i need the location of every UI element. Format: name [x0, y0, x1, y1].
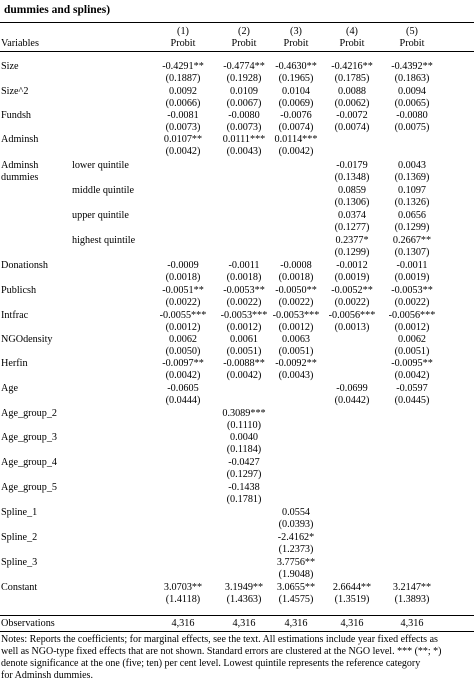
table-notes [1, 634, 473, 682]
column-number: (2) [238, 26, 250, 37]
coefficient-cell: -0.0097** [162, 358, 204, 369]
column-method: Probit [283, 38, 309, 49]
coefficient-cell: -0.0080 [228, 110, 260, 121]
column-number: (4) [346, 26, 358, 37]
std-error-cell: (0.0018) [278, 272, 314, 283]
std-error-cell: (1.2373) [278, 544, 314, 555]
coefficient-cell: -0.4216** [331, 61, 373, 72]
std-error-cell: (0.0051) [278, 346, 314, 357]
std-error-cell: (0.0065) [394, 98, 430, 109]
coefficient-cell: 3.0655** [276, 582, 316, 593]
coefficient-cell: 0.1097 [397, 185, 426, 196]
std-error-cell: (0.1369) [394, 172, 430, 183]
variable-name: Fundsh [1, 110, 32, 121]
std-error-cell: (0.0019) [394, 272, 430, 283]
coefficient-cell: -0.0605 [167, 383, 199, 394]
std-error-cell: (0.0022) [165, 297, 201, 308]
std-error-cell: (0.0022) [394, 297, 430, 308]
quintile-label: middle quintile [72, 185, 134, 196]
coefficient-cell: 0.0061 [229, 334, 258, 345]
std-error-cell: (0.1965) [278, 73, 314, 84]
coefficient-cell: -0.0053** [391, 285, 433, 296]
coefficient-cell: 0.2667** [392, 235, 432, 246]
std-error-cell: (0.1299) [334, 247, 370, 258]
coefficient-cell: -0.0092** [275, 358, 317, 369]
std-error-cell: (1.3893) [394, 594, 430, 605]
std-error-cell: (0.0043) [226, 146, 262, 157]
std-error-cell: (0.0042) [165, 146, 201, 157]
coefficient-cell: 0.0092 [168, 86, 197, 97]
std-error-cell: (0.0393) [278, 519, 314, 530]
coefficient-cell: -0.0050** [275, 285, 317, 296]
std-error-cell: (0.0042) [278, 146, 314, 157]
variable-name: Spline_2 [1, 532, 38, 543]
std-error-cell: (0.0012) [226, 322, 262, 333]
coefficient-cell: -0.0088** [223, 358, 265, 369]
coefficient-cell: 2.6644** [332, 582, 372, 593]
std-error-cell: (0.0018) [165, 272, 201, 283]
coefficient-cell: 0.0094 [397, 86, 426, 97]
coefficient-cell: 3.7756** [276, 557, 316, 568]
std-error-cell: (1.4363) [226, 594, 262, 605]
column-method: Probit [339, 38, 365, 49]
coefficient-cell: -0.4392** [391, 61, 433, 72]
coefficient-cell: -0.4774** [223, 61, 265, 72]
variable-name: Age_group_2 [1, 408, 58, 419]
coefficient-cell: -0.4291** [162, 61, 204, 72]
coefficient-cell: -0.0012 [336, 260, 368, 271]
table-title: dummies and splines) [4, 4, 111, 16]
note-line: Notes: Reports the coefficients; for marginal effects, see the text. All estimations include year fixed effects as [1, 634, 438, 645]
observations-cell: 4,316 [284, 618, 308, 629]
coefficient-cell: -0.0009 [167, 260, 199, 271]
std-error-cell: (0.1299) [394, 222, 430, 233]
coefficient-cell: -0.0095** [391, 358, 433, 369]
variable-name: Publicsh [1, 285, 37, 296]
coefficient-cell: 0.0114*** [274, 134, 318, 145]
coefficient-cell: -0.0053** [223, 285, 265, 296]
observations-label: Observations [1, 618, 55, 629]
header-rule [0, 51, 474, 52]
variable-name: Spline_3 [1, 557, 38, 568]
std-error-cell: (0.1326) [394, 197, 430, 208]
quintile-label: lower quintile [72, 160, 129, 171]
coefficient-cell: 0.0107** [163, 134, 203, 145]
std-error-cell: (0.0051) [226, 346, 262, 357]
std-error-cell: (0.0042) [165, 370, 201, 381]
coefficient-cell: 0.0109 [229, 86, 258, 97]
std-error-cell: (0.1307) [394, 247, 430, 258]
variable-name: Donationsh [1, 260, 48, 271]
std-error-cell: (1.9048) [278, 569, 314, 580]
std-error-cell: (0.1863) [394, 73, 430, 84]
std-error-cell: (0.0067) [226, 98, 262, 109]
coefficient-cell: 0.0374 [337, 210, 366, 221]
std-error-cell: (0.1184) [226, 444, 262, 455]
std-error-cell: (0.0012) [165, 322, 201, 333]
note-line: well as NGO-type fixed effects that are not shown. Standard errors are clustered at the NGO level. *** (**; *) [1, 646, 442, 657]
variable-name: Adminsh [1, 134, 39, 145]
column-number: (1) [177, 26, 189, 37]
std-error-cell: (0.1348) [334, 172, 370, 183]
std-error-cell: (0.0051) [394, 346, 430, 357]
std-error-cell: (0.0018) [226, 272, 262, 283]
std-error-cell: (0.0074) [278, 122, 314, 133]
std-error-cell: (1.3519) [334, 594, 370, 605]
coefficient-cell: 0.2377* [335, 235, 369, 246]
observations-cell: 4,316 [232, 618, 256, 629]
coefficient-cell: -0.0055*** [159, 310, 207, 321]
std-error-cell: (0.1110) [226, 420, 262, 431]
variable-name: NGOdensity [1, 334, 53, 345]
variable-name: Age_group_3 [1, 432, 58, 443]
std-error-cell: (0.1887) [165, 73, 201, 84]
std-error-cell: (0.0073) [226, 122, 262, 133]
coefficient-cell: -0.0011 [228, 260, 260, 271]
std-error-cell: (0.0445) [394, 395, 430, 406]
variable-name: Constant [1, 582, 38, 593]
variable-name: Size [1, 61, 19, 72]
variable-name: Age [1, 383, 18, 394]
column-number: (5) [406, 26, 418, 37]
coefficient-cell: -0.0056*** [388, 310, 436, 321]
coefficient-cell: -0.0053*** [220, 310, 268, 321]
std-error-cell: (0.0019) [334, 272, 370, 283]
std-error-cell: (0.0042) [394, 370, 430, 381]
std-error-cell: (0.0042) [226, 370, 262, 381]
variable-name: Herfin [1, 358, 28, 369]
coefficient-cell: -0.0597 [396, 383, 428, 394]
variable-name: Size^2 [1, 86, 29, 97]
coefficient-cell: 0.0040 [229, 432, 258, 443]
coefficient-cell: 0.0656 [397, 210, 426, 221]
std-error-cell: (0.0442) [334, 395, 370, 406]
column-method: Probit [231, 38, 257, 49]
coefficient-cell: -0.0053*** [272, 310, 320, 321]
std-error-cell: (0.1785) [334, 73, 370, 84]
std-error-cell: (1.4118) [165, 594, 201, 605]
std-error-cell: (0.0075) [394, 122, 430, 133]
variables-header: Variables [1, 38, 39, 49]
std-error-cell: (0.0012) [394, 322, 430, 333]
coefficient-cell: -0.0081 [167, 110, 199, 121]
std-error-cell: (0.0069) [278, 98, 314, 109]
coefficient-cell: -0.0427 [228, 457, 260, 468]
quintile-label: upper quintile [72, 210, 129, 221]
coefficient-cell: 0.0043 [397, 160, 426, 171]
coefficient-cell: 0.0088 [337, 86, 366, 97]
coefficient-cell: -0.0052** [331, 285, 373, 296]
top-rule [0, 22, 474, 23]
coefficient-cell: -0.0011 [396, 260, 428, 271]
std-error-cell: (1.4575) [278, 594, 314, 605]
std-error-cell: (0.0062) [334, 98, 370, 109]
coefficient-cell: -0.0072 [336, 110, 368, 121]
std-error-cell: (0.0444) [165, 395, 201, 406]
std-error-cell: (0.0073) [165, 122, 201, 133]
coefficient-cell: -0.1438 [228, 482, 260, 493]
std-error-cell: (0.0022) [278, 297, 314, 308]
observations-cell: 4,316 [400, 618, 424, 629]
bottom-rule [0, 631, 474, 632]
quintile-label: highest quintile [72, 235, 136, 246]
coefficient-cell: -2.4162* [277, 532, 315, 543]
variable-name: Spline_1 [1, 507, 38, 518]
variable-name: Age_group_5 [1, 482, 58, 493]
coefficient-cell: -0.0179 [336, 160, 368, 171]
coefficient-cell: -0.0080 [396, 110, 428, 121]
coefficient-cell: -0.0056*** [328, 310, 376, 321]
coefficient-cell: -0.0051** [162, 285, 204, 296]
coefficient-cell: -0.4630** [275, 61, 317, 72]
column-method: Probit [399, 38, 425, 49]
std-error-cell: (0.1277) [334, 222, 370, 233]
std-error-cell: (0.0013) [334, 322, 370, 333]
column-number: (3) [290, 26, 302, 37]
note-line: denote significance at the one (five; ten) per cent level. Lowest quintile represents the reference category [1, 658, 421, 669]
coefficient-cell: 0.0062 [168, 334, 197, 345]
observations-cell: 4,316 [340, 618, 364, 629]
std-error-cell: (0.0043) [278, 370, 314, 381]
std-error-cell: (0.1781) [226, 494, 262, 505]
std-error-cell: (0.0022) [226, 297, 262, 308]
observations-rule [0, 615, 474, 616]
observations-cell: 4,316 [171, 618, 195, 629]
variable-name-continued: dummies [1, 172, 39, 183]
coefficient-cell: 0.0062 [397, 334, 426, 345]
column-method: Probit [170, 38, 196, 49]
std-error-cell: (0.0050) [165, 346, 201, 357]
std-error-cell: (0.0074) [334, 122, 370, 133]
coefficient-cell: 3.1949** [224, 582, 264, 593]
coefficient-cell: 3.2147** [392, 582, 432, 593]
std-error-cell: (0.1297) [226, 469, 262, 480]
variable-name: Age_group_4 [1, 457, 58, 468]
coefficient-cell: -0.0076 [280, 110, 312, 121]
coefficient-cell: -0.0008 [280, 260, 312, 271]
variable-name: Adminsh [1, 160, 39, 171]
std-error-cell: (0.1928) [226, 73, 262, 84]
std-error-cell: (0.0066) [165, 98, 201, 109]
coefficient-cell: 3.0703** [163, 582, 203, 593]
coefficient-cell: 0.0111*** [222, 134, 266, 145]
coefficient-cell: 0.0063 [281, 334, 310, 345]
coefficient-cell: 0.3089*** [222, 408, 266, 419]
std-error-cell: (0.0012) [278, 322, 314, 333]
coefficient-cell: 0.0104 [281, 86, 310, 97]
coefficient-cell: 0.0554 [281, 507, 310, 518]
std-error-cell: (0.0022) [334, 297, 370, 308]
note-line: for Adminsh dummies. [1, 670, 93, 681]
variable-name: Intfrac [1, 310, 29, 321]
std-error-cell: (0.1306) [334, 197, 370, 208]
coefficient-cell: -0.0699 [336, 383, 368, 394]
coefficient-cell: 0.0859 [337, 185, 366, 196]
